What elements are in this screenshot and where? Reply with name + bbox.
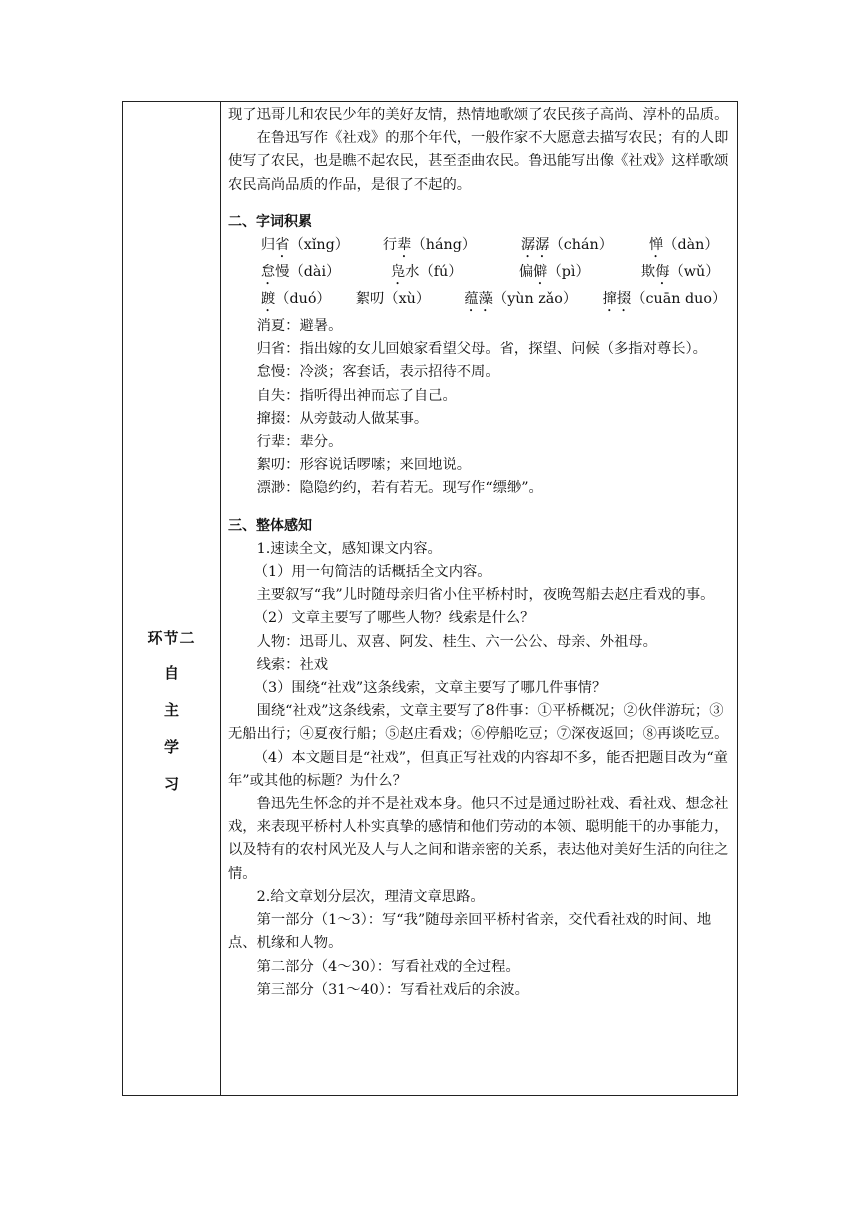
stage-char: 主 bbox=[163, 701, 179, 719]
content-cell bbox=[221, 102, 737, 1095]
vocab-word: 怠慢（dài） bbox=[260, 264, 341, 281]
definition: 怠慢：冷淡；客套话，表示招待不周。 bbox=[256, 364, 500, 381]
vocab-word: 潺潺（chán） bbox=[520, 237, 614, 254]
structure-part: 第三部分（31～40）：写看社戏后的余波。 bbox=[256, 981, 529, 998]
word-list bbox=[228, 234, 731, 315]
question: （1）用一句简洁的话概括全文内容。 bbox=[253, 564, 492, 581]
stage-char: 自 bbox=[163, 664, 179, 682]
question: （3）围绕“社戏”这条线索，文章主要写了哪几件事情？ bbox=[253, 680, 607, 697]
vocab-word: 归省（xǐng） bbox=[260, 237, 350, 254]
task-line: 1.速读全文，感知课文内容。 bbox=[256, 540, 442, 557]
vocab-word: 惮（dàn） bbox=[648, 237, 719, 254]
definition: 絮叨：形容说话啰嗦；来回地说。 bbox=[256, 457, 472, 474]
stage-char: 习 bbox=[163, 775, 179, 793]
lesson-table bbox=[122, 101, 738, 1096]
word-row bbox=[228, 261, 731, 288]
vocab-word: 行辈（háng） bbox=[382, 237, 477, 254]
structure-part: 第一部分（1～3）：写“我”随母亲回平桥村省亲，交代看社戏的时间、地点、机缘和人物。 bbox=[228, 912, 712, 952]
stage-title: 环节二 bbox=[147, 629, 196, 647]
section-heading: 二、字词积累 bbox=[228, 213, 312, 230]
vocab-word: 踱（duó） bbox=[260, 291, 331, 308]
vocab-word: 欺侮（wǔ） bbox=[640, 264, 720, 281]
vocab-word: 偏僻（pì） bbox=[518, 264, 590, 281]
task-line: 2.给文章划分层次，理清文章思路。 bbox=[256, 888, 485, 905]
vocab-word: 撺掇（cuān duo） bbox=[602, 291, 727, 308]
definition: 自失：指听得出神而忘了自己。 bbox=[256, 387, 457, 404]
intro-paragraph: 在鲁迅写作《社戏》的那个年代，一般作家不大愿意去描写农民；有的人即使写了农民，也是瞧不起农民，甚至歪曲农民。鲁迅能写出像《社戏》这样歌颂农民高尚品质的作品，是很了不起的。 bbox=[228, 130, 729, 193]
definition: 行辈：辈分。 bbox=[256, 434, 343, 451]
definition: 归省：指出嫁的女儿回娘家看望父母。省，探望、问候（多指对尊长）。 bbox=[256, 341, 707, 358]
question: （4）本文题目是“社戏”，但真正写社戏的内容却不多，能否把题目改为“童年”或其他的标题？为什么？ bbox=[228, 749, 728, 789]
stage-cell bbox=[123, 102, 221, 1095]
answer: 鲁迅先生怀念的并不是社戏本身。他只不过是通过盼社戏、看社戏、想念社戏，来表现平桥村人朴实真挚的感情和他们劳动的本领、聪明能干的办事能力，以及特有的农村风光及人与人之间和谐亲密的关系，表达他对美好生活的向往之情。 bbox=[228, 796, 729, 882]
vocab-word: 凫水（fú） bbox=[390, 264, 463, 281]
structure-part: 第二部分（4～30）：写看社戏的全过程。 bbox=[256, 958, 520, 975]
answer: 主要叙写“我”儿时随母亲归省小住平桥村时，夜晚驾船去赵庄看戏的事。 bbox=[256, 587, 715, 604]
vocab-word: 蕴藻（yùn zǎo） bbox=[464, 291, 578, 308]
answer: 围绕“社戏”这条线索，文章主要写了8件事：①平桥概况；②伙伴游玩；③无船出行；④夏夜行船；⑤赵庄看戏；⑥停船吃豆；⑦深夜返回；⑧再谈吃豆。 bbox=[228, 703, 729, 743]
intro-paragraph: 现了迅哥儿和农民少年的美好友情，热情地歌颂了农民孩子高尚、淳朴的品质。 bbox=[228, 107, 729, 123]
word-row bbox=[228, 288, 731, 315]
answer: 人物：迅哥儿、双喜、阿发、桂生、六一公公、母亲、外祖母。 bbox=[256, 633, 657, 650]
vocab-word: 絮叨（xù） bbox=[355, 291, 431, 308]
section-heading: 三、整体感知 bbox=[228, 517, 312, 534]
question: （2）文章主要写了哪些人物？线索是什么？ bbox=[253, 610, 535, 627]
definition: 撺掇：从旁鼓动人做某事。 bbox=[256, 410, 429, 427]
word-row bbox=[228, 234, 731, 261]
definition: 漂渺：隐隐约约，若有若无。现写作“缥缈”。 bbox=[256, 480, 543, 497]
definition: 消夏：避暑。 bbox=[256, 318, 343, 335]
stage-char: 学 bbox=[163, 738, 179, 756]
answer: 线索：社戏 bbox=[256, 656, 329, 673]
